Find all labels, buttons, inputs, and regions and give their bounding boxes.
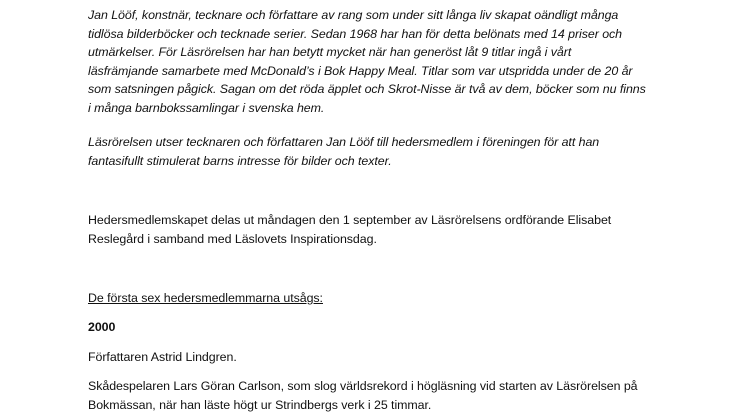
section-heading: De första sex hedersmedlemmarna utsågs:	[88, 291, 323, 305]
intro-line: Jan Lööf, konstnär, tecknare och författare av rang som under sitt långa liv skapat oändligt många	[88, 8, 619, 22]
intro-line: utmärkelser. För Läsrörelsen har han betytt mycket när han generöst låt 9 titlar ingå i vårt	[88, 45, 572, 59]
ceremony-line: Reslegård i samband med Läslovets Inspirationsdag.	[88, 231, 377, 246]
intro-line: tidlösa bilderböcker och tecknade serier. Sedan 1968 har han för detta belönats med 14 priser och	[88, 26, 623, 41]
year-heading: 2000	[88, 320, 116, 334]
intro-paragraph	[88, 6, 646, 117]
honor-line: fantasifullt stimulerat barns intresse för bilder och texter.	[88, 153, 392, 168]
intro-line: läsfrämjande samarbete med McDonald’s i Bok Happy Meal. Titlar som var utspridda under de 20 år	[88, 63, 633, 78]
member-entry: Författaren Astrid Lindgren.	[88, 350, 237, 364]
member-line: Skådespelaren Lars Göran Carlson, som slog världsrekord i högläsning vid starten av Läsrörelsen på	[88, 379, 638, 393]
honor-line: Läsrörelsen utser tecknaren och författaren Jan Lööf till hedersmedlem i föreningen för att han	[88, 135, 600, 149]
intro-line: som satsningen pågick. Sagan om det röda äpplet och Skrot-Nisse är två av dem, böcker som nu finns	[88, 82, 646, 96]
member-entry	[88, 377, 638, 414]
honor-paragraph	[88, 133, 599, 170]
ceremony-line: Hedersmedlemskapet delas ut måndagen den 1 september av Läsrörelsens ordförande Elisabet	[88, 213, 612, 227]
ceremony-paragraph	[88, 211, 611, 248]
intro-line: i många barnbokssamlingar i svenska hem.	[88, 100, 325, 115]
member-line: Bokmässan, när han läste högt ur Strindbergs verk i 25 timmar.	[88, 397, 432, 412]
